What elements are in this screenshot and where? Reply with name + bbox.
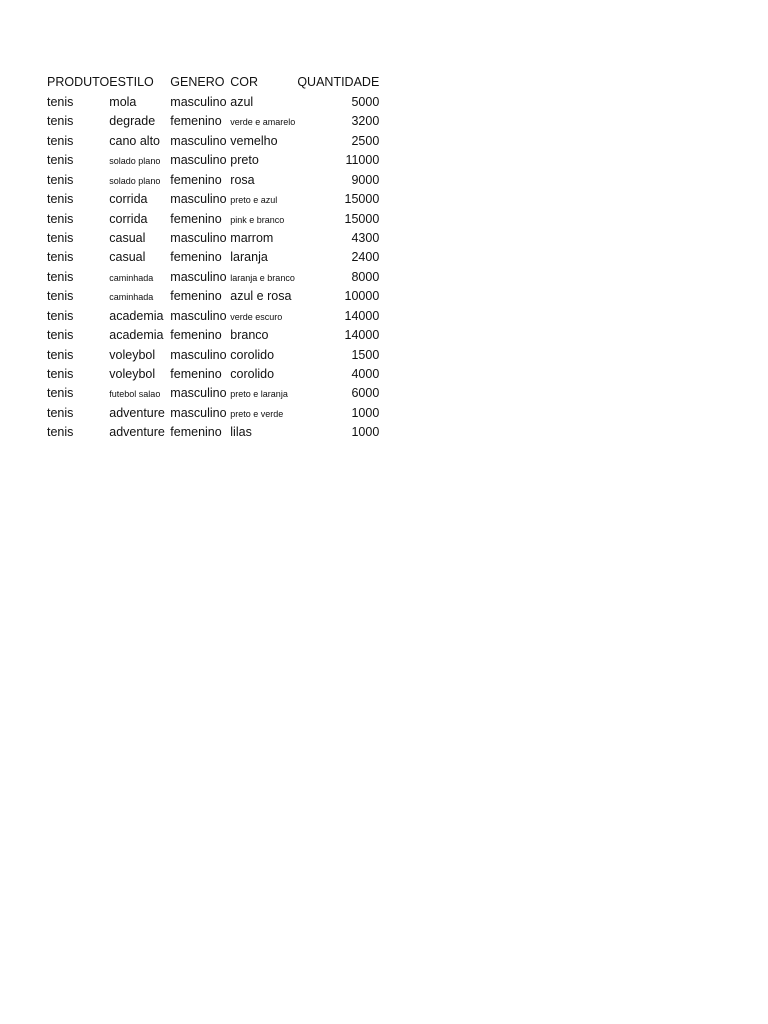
table-row bbox=[47, 247, 379, 266]
cell-estilo: academia bbox=[109, 308, 164, 323]
cell-cor: verde e amarelo bbox=[230, 117, 296, 128]
cell-estilo: mola bbox=[109, 94, 137, 109]
cell-produto: tenis bbox=[47, 230, 74, 245]
table-row bbox=[47, 150, 379, 169]
cell-cor: branco bbox=[230, 328, 269, 343]
cell-quantidade: 14000 bbox=[344, 328, 380, 343]
cell-quantidade: 1500 bbox=[351, 347, 380, 362]
cell-genero: femenino bbox=[170, 211, 222, 226]
cell-estilo: caminhada bbox=[109, 272, 154, 283]
table-row bbox=[47, 344, 379, 363]
cell-produto: tenis bbox=[47, 289, 74, 304]
cell-quantidade: 6000 bbox=[351, 386, 380, 401]
cell-estilo: solado plano bbox=[109, 156, 161, 167]
cell-cor: laranja e branco bbox=[230, 272, 295, 283]
cell-genero: femenino bbox=[170, 328, 222, 343]
header-produto: PRODUTO bbox=[47, 75, 110, 90]
cell-cor: pink e branco bbox=[230, 214, 285, 225]
table-row bbox=[47, 364, 379, 383]
table-row bbox=[47, 130, 379, 149]
cell-estilo: academia bbox=[109, 328, 164, 343]
cell-produto: tenis bbox=[47, 308, 74, 323]
table-body bbox=[47, 91, 379, 441]
cell-cor: preto e laranja bbox=[230, 389, 288, 400]
cell-produto: tenis bbox=[47, 250, 74, 265]
cell-estilo: caminhada bbox=[109, 292, 154, 303]
cell-produto: tenis bbox=[47, 386, 74, 401]
cell-estilo: cano alto bbox=[109, 133, 161, 148]
cell-estilo: adventure bbox=[109, 405, 165, 420]
cell-estilo: corrida bbox=[109, 192, 148, 207]
cell-genero: masculino bbox=[170, 133, 227, 148]
cell-cor: corolido bbox=[230, 367, 275, 381]
cell-produto: tenis bbox=[47, 114, 74, 129]
cell-quantidade: 5000 bbox=[351, 94, 380, 109]
table-row bbox=[47, 383, 379, 402]
cell-genero: femenino bbox=[170, 172, 222, 187]
cell-quantidade: 1000 bbox=[351, 425, 380, 440]
table-row bbox=[47, 286, 379, 305]
product-table bbox=[47, 72, 379, 441]
cell-estilo: adventure bbox=[109, 425, 165, 440]
cell-quantidade: 3200 bbox=[351, 114, 380, 129]
cell-genero: femenino bbox=[170, 114, 222, 129]
cell-cor: preto e verde bbox=[230, 408, 284, 419]
cell-genero: masculino bbox=[170, 153, 227, 168]
cell-quantidade: 8000 bbox=[351, 269, 380, 284]
cell-produto: tenis bbox=[47, 153, 74, 168]
header-cor: COR bbox=[230, 75, 259, 90]
cell-genero: masculino bbox=[170, 94, 227, 109]
cell-cor: azul bbox=[230, 94, 254, 109]
cell-produto: tenis bbox=[47, 347, 74, 362]
cell-quantidade: 9000 bbox=[351, 172, 380, 187]
table-row bbox=[47, 422, 379, 441]
cell-cor: azul e rosa bbox=[230, 289, 292, 304]
cell-cor: corolido bbox=[230, 347, 275, 362]
cell-cor: vemelho bbox=[230, 133, 278, 148]
table-row bbox=[47, 169, 379, 188]
cell-produto: tenis bbox=[47, 133, 74, 148]
cell-genero: masculino bbox=[170, 230, 227, 245]
table-row bbox=[47, 91, 379, 110]
cell-quantidade: 4300 bbox=[351, 230, 380, 245]
cell-produto: tenis bbox=[47, 172, 74, 187]
header-estilo: ESTILO bbox=[109, 75, 154, 90]
cell-cor: rosa bbox=[230, 172, 255, 187]
cell-quantidade: 15000 bbox=[344, 211, 380, 226]
cell-cor: marrom bbox=[230, 230, 274, 245]
cell-estilo: futebol salao bbox=[109, 389, 161, 400]
table-row bbox=[47, 189, 379, 208]
cell-estilo: casual bbox=[109, 250, 146, 265]
table-row bbox=[47, 402, 379, 421]
cell-cor: verde escuro bbox=[230, 311, 283, 322]
header-row bbox=[47, 72, 379, 91]
table-row bbox=[47, 325, 379, 344]
cell-genero: masculino bbox=[170, 347, 227, 362]
cell-estilo: solado plano bbox=[109, 175, 161, 186]
table-row bbox=[47, 266, 379, 285]
cell-genero: femenino bbox=[170, 250, 222, 265]
cell-quantidade: 2400 bbox=[351, 250, 380, 265]
cell-genero: femenino bbox=[170, 425, 222, 440]
cell-cor: preto bbox=[230, 153, 259, 168]
cell-cor: lilas bbox=[230, 425, 252, 440]
cell-quantidade: 4000 bbox=[351, 367, 380, 381]
cell-genero: masculino bbox=[170, 192, 227, 207]
cell-quantidade: 1000 bbox=[351, 405, 380, 420]
cell-produto: tenis bbox=[47, 367, 74, 381]
cell-estilo: degrade bbox=[109, 114, 156, 129]
table-row bbox=[47, 228, 379, 247]
table-row bbox=[47, 305, 379, 324]
header-genero: GENERO bbox=[170, 75, 225, 90]
cell-quantidade: 11000 bbox=[345, 153, 380, 168]
cell-genero: masculino bbox=[170, 386, 227, 401]
cell-produto: tenis bbox=[47, 405, 74, 420]
cell-genero: femenino bbox=[170, 289, 222, 304]
cell-produto: tenis bbox=[47, 211, 74, 226]
cell-produto: tenis bbox=[47, 425, 74, 440]
table-row bbox=[47, 111, 379, 130]
cell-cor: preto e azul bbox=[230, 195, 278, 206]
cell-genero: masculino bbox=[170, 405, 227, 420]
cell-produto: tenis bbox=[47, 94, 74, 109]
cell-quantidade: 10000 bbox=[344, 289, 380, 304]
cell-estilo: casual bbox=[109, 230, 146, 245]
cell-genero: masculino bbox=[170, 308, 227, 323]
cell-quantidade: 14000 bbox=[344, 308, 380, 323]
table-row bbox=[47, 208, 379, 227]
cell-quantidade: 2500 bbox=[351, 133, 380, 148]
cell-estilo: voleybol bbox=[109, 347, 156, 362]
cell-produto: tenis bbox=[47, 328, 74, 343]
cell-produto: tenis bbox=[47, 269, 74, 284]
header-quantidade: QUANTIDADE bbox=[297, 75, 380, 90]
cell-quantidade: 15000 bbox=[344, 192, 380, 207]
cell-estilo: corrida bbox=[109, 211, 148, 226]
cell-genero: masculino bbox=[170, 269, 227, 284]
cell-cor: laranja bbox=[230, 250, 268, 265]
cell-genero: femenino bbox=[170, 367, 222, 381]
cell-estilo: voleybol bbox=[109, 367, 156, 381]
cell-produto: tenis bbox=[47, 192, 74, 207]
